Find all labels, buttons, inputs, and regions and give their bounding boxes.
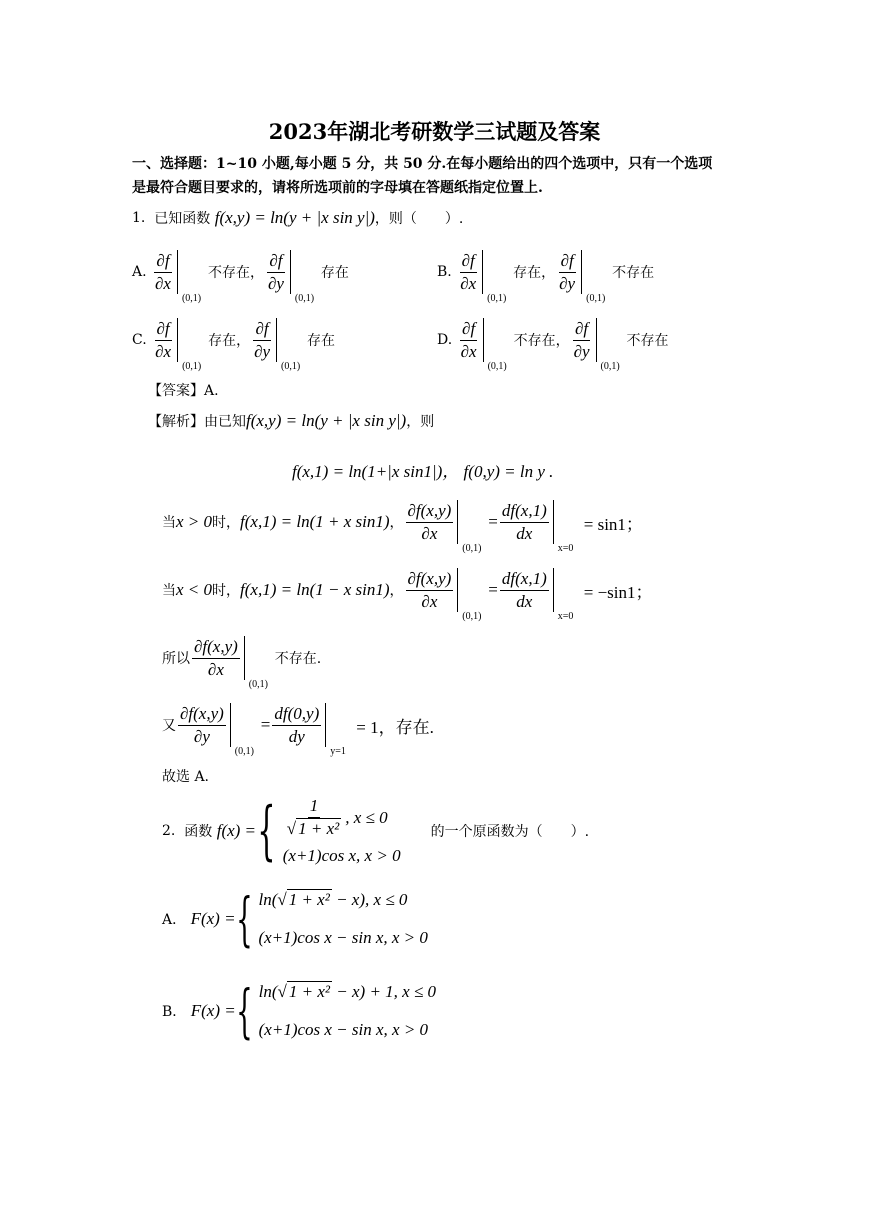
q2-option-a-label: A． xyxy=(162,912,187,928)
q1-number: 1. xyxy=(132,210,146,226)
case-function: f(x,1) = ln(1 − x sin1) xyxy=(240,580,390,599)
option-b-text2: 不存在 xyxy=(612,265,655,281)
case-function: f(x,1) = ln(1 + x sin1) xyxy=(240,512,390,531)
q1-case-negative xyxy=(162,568,653,622)
page-title: 2023年湖北考研数学三试题及答案 xyxy=(268,119,601,144)
result-positive: = sin1； xyxy=(583,514,643,534)
also-pre: 又 xyxy=(162,718,176,734)
q1-function: f(x,y) = ln(y + |x sin y|) xyxy=(214,208,375,227)
q2-fx: f(x) = xyxy=(216,821,257,840)
option-b-label: B. xyxy=(437,264,452,280)
deriv-fx1: $\frac{df(x,1)}{dx}$ xyxy=(501,500,547,543)
partial-fy: $\frac{\partial f}{\partial y}$ xyxy=(254,318,271,361)
q2-Fx: F(x) = xyxy=(190,1001,236,1020)
q2-option-b-label: B． xyxy=(162,1004,187,1020)
equals: = xyxy=(488,580,498,599)
case-condition: x < 0 xyxy=(176,580,213,599)
eval-bar: (0,1) xyxy=(290,250,317,294)
analysis-post: ，则 xyxy=(406,414,435,430)
q2-Fx: F(x) = xyxy=(190,909,236,928)
eval-bar: (0,1) xyxy=(177,250,204,294)
option-b[interactable] xyxy=(437,250,655,304)
q1-stem-post: ，则（ ）. xyxy=(374,211,464,227)
eval-bar: (0,1) xyxy=(483,318,510,362)
option-d-label: D. xyxy=(437,332,453,348)
q2-frac: $\frac{1}{\text{√ 1 + x²}}$ xyxy=(286,796,340,838)
case-condition: x > 0 xyxy=(176,512,213,531)
deriv-f0y: $\frac{df(0,y)}{dy}$ xyxy=(274,703,320,746)
option-d-text2: 不存在 xyxy=(626,333,669,349)
case-pre: 当 xyxy=(162,583,176,599)
left-brace: { xyxy=(235,977,253,1045)
eval-bar: y=1 xyxy=(325,703,352,747)
so-post: 不存在. xyxy=(274,651,322,667)
case-when: 时， xyxy=(212,515,241,531)
eval-bar: (0,1) xyxy=(457,500,484,544)
q1-case-positive xyxy=(162,500,643,554)
partial-fxy-x: $\frac{\partial f(x,y)}{\partial x}$ xyxy=(194,636,238,679)
q1-conclusion-y xyxy=(162,703,434,757)
partial-fxy-x: $\frac{\partial f(x,y)}{\partial x}$ xyxy=(407,500,452,543)
section-instructions-line2: 是最符合题目要求的，请将所选项前的字母填在答题纸指定位置上. xyxy=(132,180,543,196)
eval-bar: (0,1) xyxy=(244,636,271,680)
eval-bar: (0,1) xyxy=(482,250,509,294)
eval-bar: (0,1) xyxy=(230,703,257,747)
partial-fy: $\frac{\partial f}{\partial y}$ xyxy=(267,250,284,293)
eval-bar: x=0 xyxy=(553,500,580,544)
partial-fxy-x: $\frac{\partial f(x,y)}{\partial x}$ xyxy=(407,568,452,611)
option-c-label: C. xyxy=(132,332,147,348)
q1-conclusion-x xyxy=(162,636,322,690)
partial-fx: $\frac{\partial f}{\partial x}$ xyxy=(155,250,171,293)
option-c-text1: 存在， xyxy=(208,333,251,349)
eval-bar: (0,1) xyxy=(457,568,484,612)
q1-analysis-intro xyxy=(148,411,434,431)
q2-a-case2: (x+1)cos x − sin x, x > 0 xyxy=(258,928,428,947)
option-a-text2: 存在 xyxy=(320,265,349,281)
partial-fy: $\frac{\partial f}{\partial y}$ xyxy=(559,250,576,293)
q2-case1-cond: , x ≤ 0 xyxy=(345,807,388,827)
comma: ， xyxy=(389,583,404,599)
q2-stem-pre: 函数 xyxy=(184,824,213,840)
option-a-text1: 不存在， xyxy=(207,265,264,281)
option-d-text1: 不存在， xyxy=(513,333,570,349)
comma: ， xyxy=(389,515,404,531)
partial-fxy-y: $\frac{\partial f(x,y)}{\partial y}$ xyxy=(180,703,224,746)
q2-a-cases xyxy=(258,890,427,948)
q2-option-b[interactable] xyxy=(162,977,437,1045)
also-post: = 1，存在. xyxy=(356,717,434,737)
analysis-formula: f(x,y) = ln(y + |x sin y|) xyxy=(246,411,407,430)
option-d[interactable] xyxy=(437,318,669,372)
q1-stem xyxy=(132,208,463,228)
q1-stem-pre: 已知函数 xyxy=(154,211,211,227)
left-brace: { xyxy=(257,794,276,868)
q2-cases xyxy=(283,796,401,866)
eval-bar: (0,1) xyxy=(581,250,608,294)
option-a-label: A. xyxy=(132,264,147,280)
q2-b-case1: ln(√ 1 + x² − x) + 1, x ≤ 0 xyxy=(258,982,437,1001)
eval-bar: (0,1) xyxy=(276,318,303,362)
q2-a-case1: ln(√ 1 + x² − x), x ≤ 0 xyxy=(258,890,408,909)
partial-fy: $\frac{\partial f}{\partial y}$ xyxy=(573,318,590,361)
option-a[interactable] xyxy=(132,250,349,304)
partial-fx: $\frac{\partial f}{\partial x}$ xyxy=(460,318,477,361)
partial-fx: $\frac{\partial f}{\partial x}$ xyxy=(155,318,172,361)
q2-stem-post: 的一个原函数为（ ）. xyxy=(430,824,590,840)
case-when: 时， xyxy=(212,583,241,599)
case-pre: 当 xyxy=(162,515,176,531)
eval-bar: (0,1) xyxy=(596,318,623,362)
option-c-text2: 存在 xyxy=(307,333,336,349)
option-c[interactable] xyxy=(132,318,336,372)
q1-answer: 【答案】A. xyxy=(148,383,219,399)
option-b-text1: 存在， xyxy=(513,265,556,281)
left-brace: { xyxy=(235,885,253,953)
q1-center-line: f(x,1) = ln(1+|x sin1|)， f(0,y) = ln y . xyxy=(292,462,554,481)
q2-b-cases xyxy=(259,982,436,1040)
q2-stem xyxy=(162,796,589,866)
q2-option-a[interactable] xyxy=(162,885,428,953)
eval-bar: (0,1) xyxy=(177,318,204,362)
q2-case2: (x+1)cos x, x > 0 xyxy=(282,846,401,865)
q1-choice: 故选 A. xyxy=(162,769,210,785)
deriv-fx1: $\frac{df(x,1)}{dx}$ xyxy=(501,568,547,611)
q2-number: 2. xyxy=(162,823,176,839)
so-pre: 所以 xyxy=(162,651,190,667)
equals: = xyxy=(488,512,498,531)
partial-fx: $\frac{\partial f}{\partial x}$ xyxy=(460,250,477,293)
q2-b-case2: (x+1)cos x − sin x, x > 0 xyxy=(258,1020,429,1039)
section-instructions-line1: 一、选择题：1~10 小题,每小题 5 分，共 50 分.在每小题给出的四个选项中，只有一个选项 xyxy=(132,156,713,172)
eval-bar: x=0 xyxy=(553,568,580,612)
q2-case1 xyxy=(283,796,401,839)
result-negative: = −sin1； xyxy=(583,582,653,602)
analysis-label: 【解析】由已知 xyxy=(148,414,246,430)
equals: = xyxy=(260,715,271,734)
